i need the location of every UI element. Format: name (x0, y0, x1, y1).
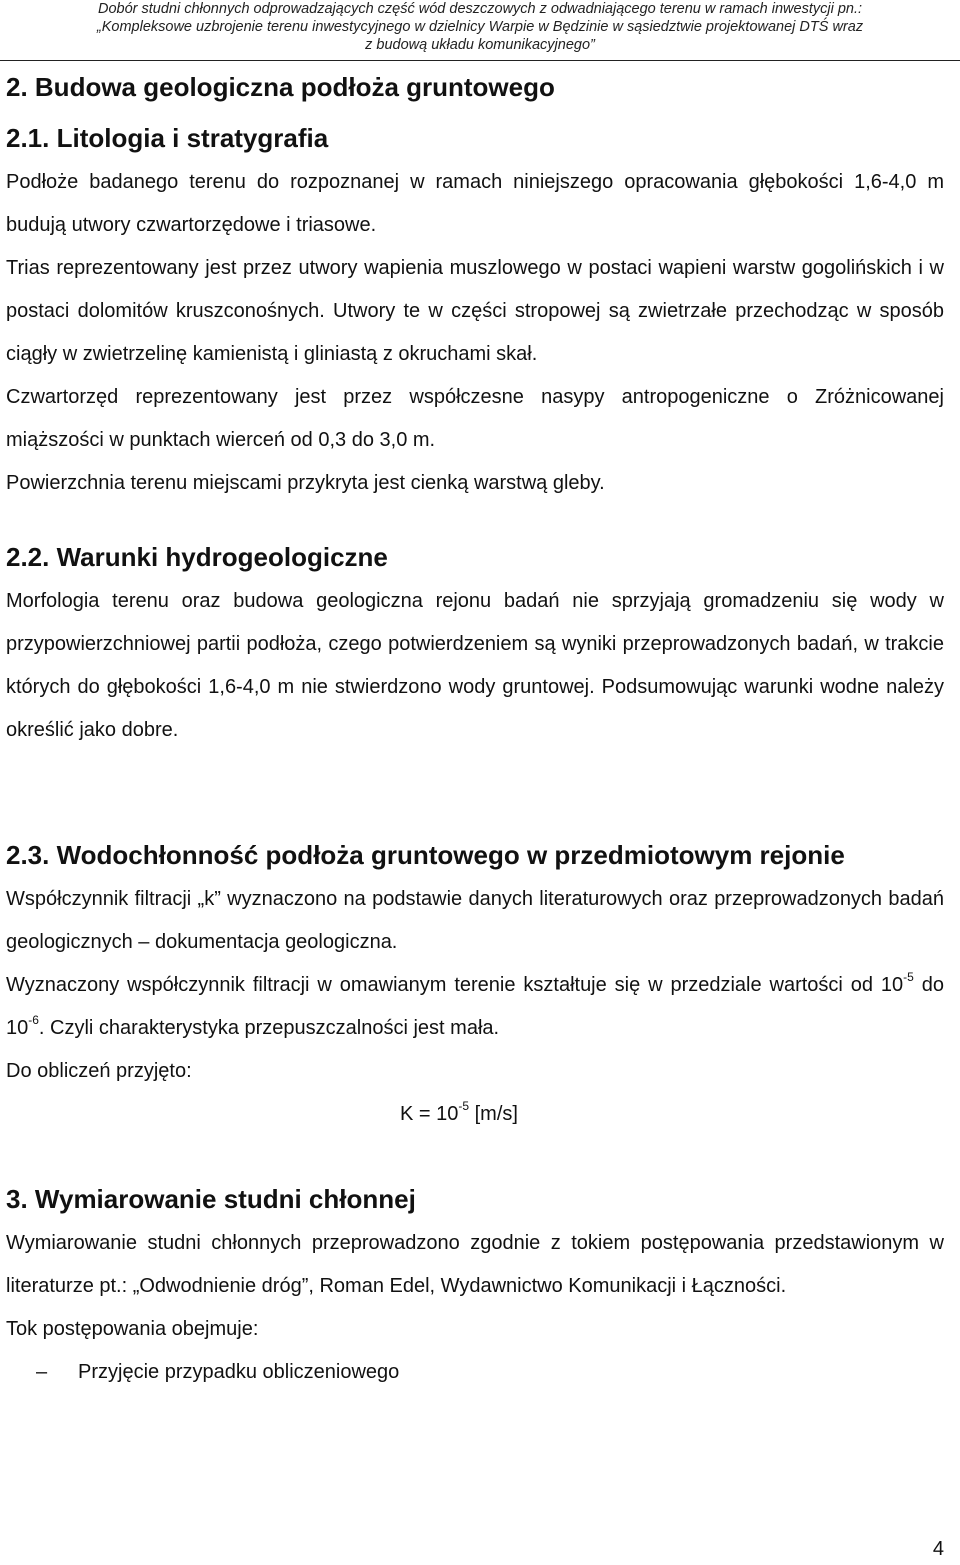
header-line-2: „Kompleksowe uzbrojenie terenu inwestycyjnego w dzielnicy Warpie w Będzinie w sąsiedztwie projektowanej DTŚ wraz (96, 19, 864, 35)
section-2-3-paragraph-1: Współczynnik filtracji „k” wyznaczono na podstawie danych literaturowych oraz przeprowadzonych badań geologicznych – dokumentacja geologiczna. (6, 888, 944, 953)
page-number: 4 (932, 1538, 944, 1560)
list-item-text: Przyjęcie przypadku obliczeniowego (78, 1361, 400, 1383)
formula-k (6, 1093, 944, 1136)
list-item (6, 1351, 944, 1394)
header-line-1: Dobór studni chłonnych odprowadzających część wód deszczowych z odwadniającego terenu w ramach inwestycji pn.: (97, 1, 863, 17)
section-2-3-paragraph-2 (6, 964, 944, 1050)
formula-text-a: K = 10 (400, 1103, 459, 1125)
section-3-paragraph-1: Wymiarowanie studni chłonnych przeprowadzono zgodnie z tokiem postępowania przedstawionym w literaturze pt.: „Odwodnienie dróg”, Roman Edel, Wydawnictwo Komunikacji i Łączności. (6, 1232, 944, 1297)
section-2-1-title: 2.1. Litologia i stratygrafia (6, 123, 329, 153)
formula-exponent: -5 (458, 1099, 470, 1113)
section-2-1-paragraph-2: Trias reprezentowany jest przez utwory wapienia muszlowego w postaci wapieni warstw gogolińskich i w postaci dolomitów kruszconośnych. Utwory te w części stropowej są zwietrzałe przechodząc w sposób ciągły w zwietrzelinę kamienistą i gliniastą z okruchami skał. (6, 257, 944, 365)
section-2-3-paragraph-3: Do obliczeń przyjęto: (6, 1060, 192, 1082)
section-2-1-paragraph-3: Czwartorzęd reprezentowany jest przez współczesne nasypy antropogeniczne o Zróżnicowanej miąższości w punktach wierceń od 0,3 do 3,0 m. (6, 386, 944, 451)
range-text-b: do 10 (6, 974, 944, 1039)
section-2-2-title: 2.2. Warunki hydrogeologiczne (6, 542, 388, 572)
range-text-a: Wyznaczony współczynnik filtracji w omawianym terenie kształtuje się w przedziale wartości od 10 (6, 974, 904, 996)
list-dash: – (36, 1361, 48, 1383)
section-2-2-paragraph-1: Morfologia terenu oraz budowa geologiczna rejonu badań nie sprzyjają gromadzeniu się wody w przypowierzchniowej partii podłoża, czego potwierdzeniem są wyniki przeprowadzonych badań, w trakcie których do głębokości 1,6-4,0 m nie stwierdzono wody gruntowej. Podsumowując warunki wodne należy określić jako dobre. (6, 590, 944, 741)
document-body (6, 68, 944, 1394)
section-2-title: 2. Budowa geologiczna podłoża gruntowego (6, 72, 555, 102)
header-divider (0, 60, 960, 61)
formula-text-b: [m/s] (469, 1103, 518, 1125)
range-exponent-2: -6 (28, 1013, 39, 1027)
section-2-1-paragraph-4: Powierzchnia terenu miejscami przykryta jest cienką warstwą gleby. (6, 472, 605, 494)
section-2-1-paragraph-1: Podłoże badanego terenu do rozpoznanej w ramach niniejszego opracowania głębokości 1,6-4,0 m budują utwory czwartorzędowe i triasowe. (6, 171, 944, 236)
header-line-3: z budową układu komunikacyjnego” (365, 37, 595, 53)
range-exponent-1: -5 (903, 970, 914, 984)
page-header (0, 0, 960, 54)
section-2-3-title: 2.3. Wodochłonność podłoża gruntowego w przedmiotowym rejonie (6, 840, 845, 870)
range-text-c: . Czyli charakterystyka przepuszczalności jest mała. (38, 1017, 500, 1039)
section-3-title: 3. Wymiarowanie studni chłonnej (6, 1184, 416, 1214)
section-3-paragraph-2: Tok postępowania obejmuje: (6, 1318, 259, 1340)
